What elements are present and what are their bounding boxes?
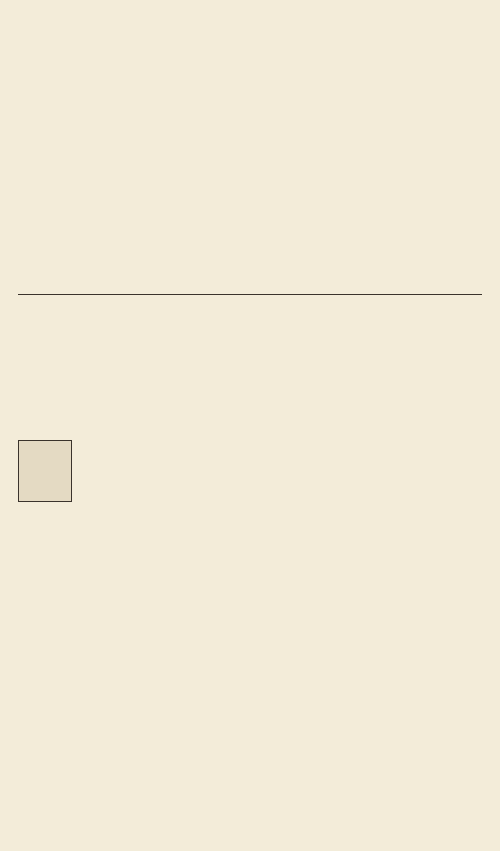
decorated-initial: [18, 440, 72, 502]
section-divider: [18, 294, 482, 295]
running-head: [0, 4, 500, 30]
